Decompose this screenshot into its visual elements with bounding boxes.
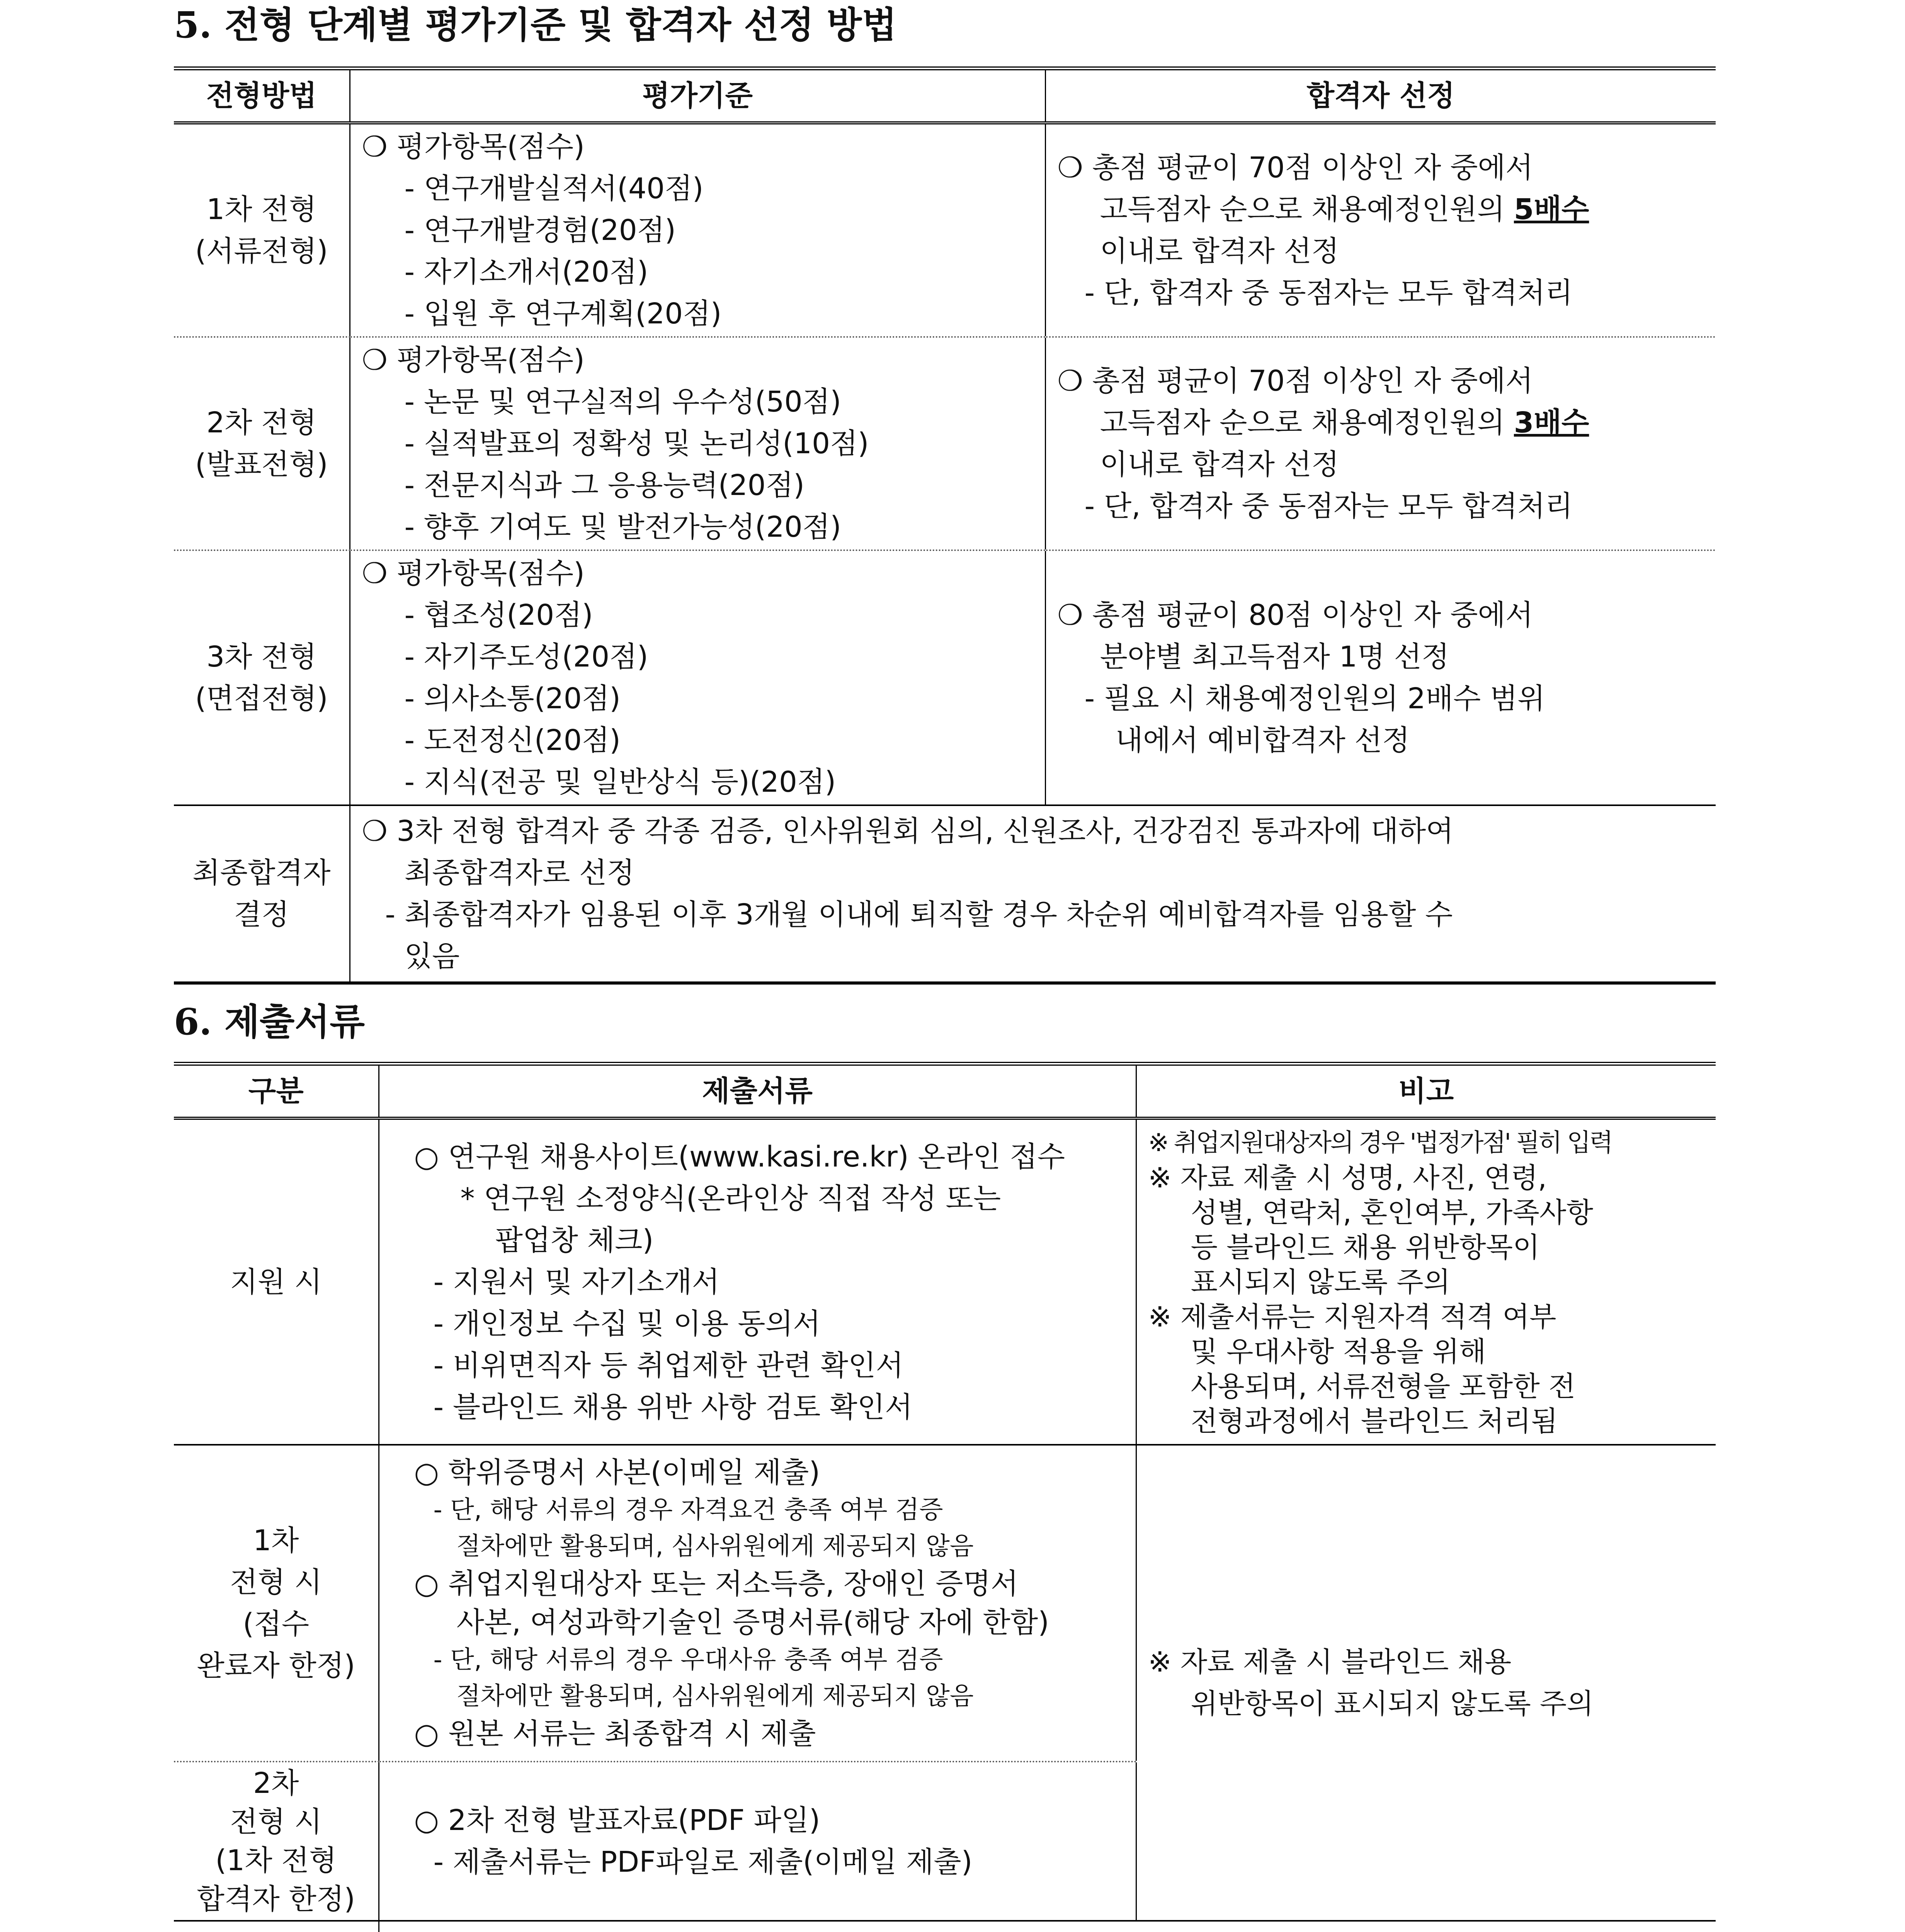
header-remarks: 비고 (1136, 1064, 1716, 1118)
final-selection-cell: ❍ 3차 전형 합격자 중 각종 검증, 인사위원회 심의, 신원조사, 건강검진 통과자에 대하여 최종합격자로 선정 - 최종합격자가 임용된 이후 3개월 이내에 퇴직할 경우 차순위 예비합격자를 임용할 수 있음 (350, 805, 1716, 983)
documents-cell: ○ 연구원 채용사이트(www.kasi.re.kr) 온라인 접수 * 연구원 소정양식(온라인상 직접 작성 또는 팝업창 체크) - 지원서 및 자기소개서 - 개인정보 수집 및 이용 동의서 - 비위면직자 등 취업제한 관련 확인서 - 블라인드 채용 위반 사항 검토 확인서 (379, 1118, 1136, 1445)
selection-cell: ❍ 총점 평균이 80점 이상인 자 중에서 분야별 최고득점자 1명 선정 - 필요 시 채용예정인원의 2배수 범위 내에서 예비합격자 선정 (1045, 550, 1716, 805)
header-category: 구분 (174, 1064, 379, 1118)
evaluation-table-header (174, 68, 1716, 123)
documents-table (174, 1062, 1716, 1932)
remarks-cell: ※ 취업지원대상자의 경우 '법정가점' 필히 입력 ※ 자료 제출 시 성명, 사진, 연령, 성별, 연락처, 혼인여부, 가족사항 등 블라인드 채용 위반항목이 표시되지 않도록 주의 ※ 제출서류는 지원자격 적격 여부 및 우대사항 적용을 위해 사용되며, 서류전형을 포함한 전 전형과정에서 블라인드 처리됨 (1136, 1118, 1716, 1445)
documents-table-header (174, 1064, 1716, 1118)
table-row (174, 1445, 1716, 1762)
section6-title: 6. 제출서류 (174, 1001, 365, 1043)
final-documents-cell (379, 1921, 1716, 1932)
header-method: 전형방법 (174, 68, 350, 123)
method-cell: 1차 전형 (서류전형) (195, 193, 328, 268)
category-cell: 지원 시 (230, 1265, 322, 1299)
header-criteria: 평가기준 (350, 68, 1045, 123)
evaluation-table (174, 66, 1716, 985)
table-row (174, 1921, 1716, 1932)
criteria-cell: ❍ 평가항목(점수) - 연구개발실적서(40점) - 연구개발경험(20점) - 자기소개서(20점) - 입원 후 연구계획(20점) (350, 123, 1045, 337)
table-row (174, 337, 1716, 550)
method-cell: 최종합격자 결정 (174, 805, 350, 983)
table-row (174, 1118, 1716, 1445)
method-cell: 2차 전형 (발표전형) (174, 337, 350, 550)
selection-cell: ❍ 총점 평균이 70점 이상인 자 중에서 고득점자 순으로 채용예정인원의 3배수 이내로 합격자 선정 - 단, 합격자 중 동점자는 모두 합격처리 (1045, 337, 1716, 550)
selection-cell: ❍ 총점 평균이 70점 이상인 자 중에서 고득점자 순으로 채용예정인원의 5배수 이내로 합격자 선정 - 단, 합격자 중 동점자는 모두 합격처리 (1045, 123, 1716, 337)
method-cell: 3차 전형 (면접전형) (174, 550, 350, 805)
section5-title: 5. 전형 단계별 평가기준 및 합격자 선정 방법 (174, 4, 897, 46)
category-cell: 1차 전형 시 (접수 완료자 한정) (174, 1445, 379, 1762)
criteria-cell: ❍ 평가항목(점수) - 논문 및 연구실적의 우수성(50점) - 실적발표의 정확성 및 논리성(10점) - 전문지식과 그 응용능력(20점) - 향후 기여도 및 발전가능성(20점) (350, 337, 1045, 550)
header-documents: 제출서류 (379, 1064, 1136, 1118)
table-row (174, 123, 1716, 337)
documents-cell: ○ 2차 전형 발표자료(PDF 파일) - 제출서류는 PDF파일로 제출(이메일 제출) (379, 1762, 1136, 1921)
category-cell: 2차 전형 시 (1차 전형 합격자 한정) (174, 1762, 379, 1921)
multiplier-badge: 3배수 (1514, 406, 1589, 439)
documents-cell: ○ 학위증명서 사본(이메일 제출) - 단, 해당 서류의 경우 자격요건 충족 여부 검증 절차에만 활용되며, 심사위원에게 제공되지 않음 ○ 취업지원대상자 또는 저소득층, 장애인 증명서 사본, 여성과학기술인 증명서류(해당 자에 한함) - 단, 해당 서류의 경우 우대사유 충족 여부 검증 절차에만 활용되며, 심사위원에게 제공되지 않음 ○ 원본 서류는 최종합격 시 제출 (379, 1445, 1136, 1762)
category-cell (174, 1921, 379, 1932)
table-row (174, 550, 1716, 805)
shared-remarks-cell: ※ 자료 제출 시 블라인드 채용 위반항목이 표시되지 않도록 주의 (1136, 1445, 1716, 1921)
table-row (174, 805, 1716, 983)
header-selection: 합격자 선정 (1045, 68, 1716, 123)
multiplier-badge: 5배수 (1514, 193, 1589, 226)
criteria-cell: ❍ 평가항목(점수) - 협조성(20점) - 자기주도성(20점) - 의사소통(20점) - 도전정신(20점) - 지식(전공 및 일반상식 등)(20점) (350, 550, 1045, 805)
